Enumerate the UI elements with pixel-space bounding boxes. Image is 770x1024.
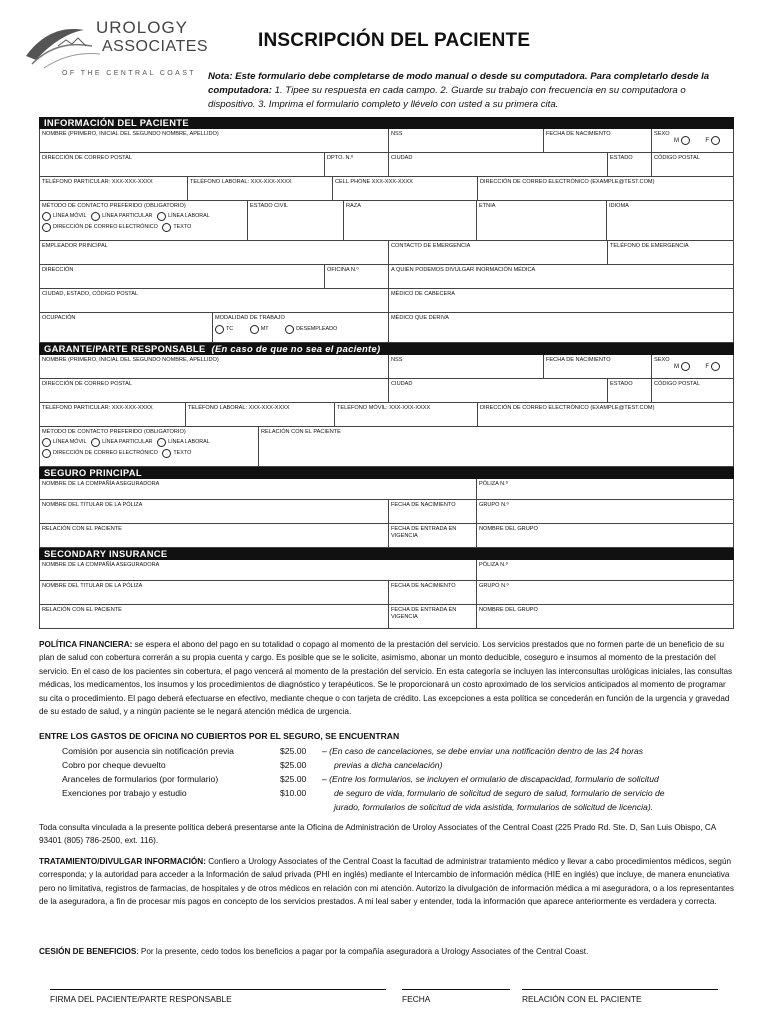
guarantor-opt-work-label: LÍNEA LABORAL [168,439,210,445]
note-bold: Nota: Este formulario debe completarse de modo manual o desde su computadora. Para completarlo desde la computadora: [208,71,710,96]
patient-city-field[interactable]: CIUDAD [388,153,607,176]
guarantor-sex-label: SEXO [654,357,670,363]
assignment-policy-label: CESIÓN DE BENEFICIOS [39,947,137,956]
section-patient-heading: INFORMACIÓN DEL PACIENTE [39,117,734,129]
fee-note: – (En caso de cancelaciones, se debe enviar una notificación dentro de las 24 horas [322,746,644,756]
treatment-policy-label: TRATAMIENTO/DIVULGAR INFORMACIÓN: [39,857,206,866]
patient-opt-text-label: TEXTO [173,224,192,230]
guarantor-zip-field[interactable]: CÓDIGO POSTAL [651,379,733,402]
secondary-group-no-field[interactable]: GRUPO N.º [476,581,733,604]
fees-list [62,744,732,814]
secondary-dob-field[interactable]: FECHA DE NACIMIENTO [388,581,476,604]
section-guarantor-heading [39,343,734,355]
signature-date-label: FECHA [402,994,431,1004]
patient-home-phone-field[interactable]: TELÉFONO PARTICULAR: XXX-XXX-XXXX [42,179,153,185]
primary-company-field[interactable]: NOMBRE DE LA COMPAÑÍA ASEGURADORA [42,481,160,487]
signature-field[interactable] [50,989,386,1004]
fee-label: Comisión por ausencia sin notificación previa [62,746,234,756]
financial-policy [39,638,734,718]
guarantor-sex-m-radio[interactable] [681,362,690,371]
patient-opt-work-radio[interactable] [157,212,166,221]
guarantor-state-field[interactable]: ESTADO [607,379,651,402]
fee-row [62,800,732,814]
guarantor-heading-note: (En caso de que no sea el paciente) [211,343,381,354]
logo-line-3: OF THE CENTRAL COAST [62,70,196,77]
patient-opt-home-label: LÍNEA PARTICULAR [102,213,153,219]
fee-note: previas a dicha cancelación) [334,760,443,770]
patient-row-1 [40,129,733,153]
primary-row-3 [40,524,733,548]
section-primary-heading: SEGURO PRINCIPAL [39,467,734,479]
patient-emergency-contact-field[interactable]: CONTACTO DE EMERGENCIA [388,241,607,264]
secondary-effective-field[interactable]: FECHA DE ENTRADA EN VIGENCIA [388,605,476,628]
guarantor-contact-method-label: MÉTODO DE CONTACTO PREFERIDO (OBLIGATORIO) [42,429,186,435]
patient-employer-field[interactable]: EMPLEADOR PRINCIPAL [42,243,108,249]
work-mode-mt-radio[interactable] [250,325,259,334]
fee-label: Cobro por cheque devuelto [62,760,166,770]
guarantor-sex-f-label: F [705,364,710,371]
primary-group-name-field[interactable]: NOMBRE DEL GRUPO [476,524,733,547]
fee-amount: $25.00 [280,760,307,770]
patient-sex-m-label: M [674,138,679,145]
guarantor-opt-text-radio[interactable] [162,449,171,458]
patient-ssn-field[interactable]: NSS [388,129,543,152]
guarantor-row-2 [40,379,733,403]
fees-heading: ENTRE LOS GASTOS DE OFICINA NO CUBIERTOS POR EL SEGURO, SE ENCUENTRAN [39,731,400,741]
guarantor-section [39,355,734,467]
signature-relation-field[interactable] [522,989,718,1004]
fee-amount: $25.00 [280,746,307,756]
secondary-group-name-field[interactable]: NOMBRE DEL GRUPO [476,605,733,628]
patient-sex-f-label: F [705,138,710,145]
primary-row-2 [40,500,733,524]
page-title: INSCRIPCIÓN DEL PACIENTE [258,30,531,51]
work-mode-tc-radio[interactable] [215,325,224,334]
fee-label: Exenciones por trabajo y estudio [62,788,187,798]
logo-line-2: ASSOCIATES [102,38,209,55]
secondary-company-field[interactable]: NOMBRE DE LA COMPAÑÍA ASEGURADORA [42,562,160,568]
guarantor-address-field[interactable]: DIRECCIÓN DE CORREO POSTAL [42,381,133,387]
patient-opt-home-radio[interactable] [91,212,100,221]
patient-sex-label: SEXO [654,131,670,137]
guarantor-opt-home-radio[interactable] [91,438,100,447]
guarantor-opt-text-label: TEXTO [173,450,192,456]
practice-logo [22,16,212,82]
primary-policy-field[interactable]: PÓLIZA N.º [476,479,733,499]
patient-section [39,129,734,343]
guarantor-row-4 [40,427,733,467]
treatment-policy-text: Confiero a Urology Associates of the Central Coast la facultad de administrar tratamiento médico y llevar a cabo procedimientos médicos, según corresponda; y la autoridad para acceder a la Información de salud privada (PHI en inglés) mediante el Intercambio de información médica (HIE en inglés) que incluye, de manera enunciativa pero no limitativa, registros de farmacias, de hospitales y de otros médicos en relación con mi atención. Autorizo la divulgación de información médica a mi aseguradora, o a los representantes de la aseguradora, a fin de procesar mis pagos en concepto de los servicios prestados. A mi leal saber y entender, toda la información que aparece anteriormente es verdadera y correcta. [39,857,734,907]
guarantor-opt-mobile-radio[interactable] [42,438,51,447]
primary-section [39,479,734,548]
patient-contact-method-label: MÉTODO DE CONTACTO PREFERIDO (OBLIGATORIO) [42,203,186,209]
work-mode-unemployed-label: DESEMPLEADO [296,326,338,332]
patient-opt-mobile-radio[interactable] [42,212,51,221]
primary-effective-field[interactable]: FECHA DE ENTRADA EN VIGENCIA [388,524,476,547]
registration-form [39,117,734,629]
patient-name-field[interactable]: NOMBRE (PRIMERO, INICIAL DEL SEGUNDO NOMBRE, APELLIDO) [42,131,219,137]
guarantor-opt-mobile-label: LÍNEA MÓVIL [53,439,87,445]
patient-referring-field[interactable]: MÉDICO QUE DERIVA [388,313,733,342]
patient-marital-field[interactable]: ESTADO CIVIL [247,201,343,240]
assignment-policy-text: : Por la presente, cedo todos los beneficios a pagar por la compañía aseguradora a Urology Associates of the Central Coast. [136,947,589,956]
patient-row-6 [40,265,733,289]
patient-opt-mobile-label: LÍNEA MÓVIL [53,213,87,219]
patient-address-field[interactable]: DIRECCIÓN DE CORREO POSTAL [42,155,133,161]
assignment-policy [39,945,734,958]
guarantor-row-1 [40,355,733,379]
fee-amount: $10.00 [280,788,307,798]
signature-date-field[interactable] [402,989,510,1004]
secondary-policy-field[interactable]: PÓLIZA N.º [476,560,733,580]
signature-label: FIRMA DEL PACIENTE/PARTE RESPONSABLE [50,994,232,1004]
patient-state-field[interactable]: ESTADO [607,153,651,176]
guarantor-ssn-field[interactable]: NSS [388,355,543,378]
guarantor-opt-home-label: LÍNEA PARTICULAR [102,439,153,445]
primary-dob-field[interactable]: FECHA DE NACIMIENTO [388,500,476,523]
secondary-relation-field[interactable]: RELACIÓN CON EL PACIENTE [42,607,122,613]
patient-row-2 [40,153,733,177]
guarantor-email-field[interactable]: DIRECCIÓN DE CORREO ELECTRÓNICO (EXAMPLE@TEST.COM) [477,403,733,426]
note-rest: 1. Tipee su respuesta en cada campo. 2. Guarde su trabajo con frecuencia en su computadora o dispositivo. 3. Imprima el formulario completo y llévelo con usted a su primera cita. [208,85,686,110]
patient-employer-address-field[interactable]: DIRECCIÓN [42,267,74,273]
secondary-row-2 [40,581,733,605]
patient-work-mode-label: MODALIDAD DE TRABAJO [215,315,285,321]
work-mode-unemployed-radio[interactable] [285,325,294,334]
guarantor-opt-email-radio[interactable] [42,449,51,458]
guarantor-dob-field[interactable]: FECHA DE NACIMIENTO [543,355,651,378]
patient-apt-field[interactable]: DPTO. N.º [324,153,388,176]
financial-policy-text: se espera el abono del pago en su totalidad o copago al momento de la prestación del servicio. Los servicios prestados que no formen parte de un beneficio de su plan de salud con cobertura correrán a su propia cuenta y cargo. Es posible que se le solicite, asimismo, abonar un monto deducible, coseguro e insumos al momento de la prestación del servicio. En el caso de los pacientes sin cobertura, el pago vencerá al momento de la prestación del servicio. En esta categoría se incluyen las interconsultas urológicas iniciales, las consultas médicas, los medicamentos, los insumos y los procedimientos de diagnóstico y terapéuticos. Se le proporcionará un costo aproximado de los servicios anticipados al momento de programar su cita o procedimiento. El pago deberá efectuarse en efectivo, mediante cheque o con tarjeta de crédito. Las excepciones a esta política se concederán en función de la urgencia y gravedad de su estado de salud, y a ningún paciente se le negará atención médica de urgencia. [39,640,733,717]
guarantor-opt-email-label: DIRECCIÓN DE CORREO ELECTRÓNICO [53,450,158,456]
patient-row-3 [40,177,733,201]
patient-city-state-zip-field[interactable]: CIUDAD, ESTADO, CÓDIGO POSTAL [42,291,139,297]
secondary-row-1 [40,560,733,581]
guarantor-opt-work-radio[interactable] [157,438,166,447]
patient-opt-text-radio[interactable] [162,223,171,232]
guarantor-work-phone-field[interactable]: TELÉFONO LABORAL: XXX-XXX-XXXX [185,403,334,426]
patient-contact-method [40,201,247,240]
patient-ethnicity-field[interactable]: ETNIA [476,201,606,240]
guarantor-sex-field [651,355,733,378]
primary-relation-field[interactable]: RELACIÓN CON EL PACIENTE [42,526,122,532]
secondary-section [39,560,734,629]
guarantor-sex-m-label: M [674,364,679,371]
patient-row-7 [40,289,733,313]
secondary-holder-field[interactable]: NOMBRE DEL TITULAR DE LA PÓLIZA [42,583,143,589]
guarantor-sex-f-radio[interactable] [711,362,720,371]
work-mode-mt-label: MT [260,326,269,332]
fee-label: Aranceles de formularios (por formulario) [62,774,219,784]
patient-row-5 [40,241,733,265]
patient-sex-m-radio[interactable] [681,136,690,145]
patient-row-4 [40,201,733,241]
patient-sex-f-radio[interactable] [711,136,720,145]
patient-disclose-field[interactable]: A QUIÉN PODEMOS DIVULGAR INORMACIÓN MÉDICA [388,265,733,288]
guarantor-home-phone-field[interactable]: TELÉFONO PARTICULAR: XXX-XXX-XXXX [42,405,153,411]
form-note [208,70,728,112]
treatment-policy [39,855,734,909]
guarantor-row-3 [40,403,733,427]
primary-row-1 [40,479,733,500]
fee-note: – (Entre los formularios, se incluyen el ormulario de discapacidad, formulario de solicitud [322,774,659,784]
patient-opt-email-radio[interactable] [42,223,51,232]
patient-cell-phone-field[interactable]: CELL PHONE XXX-XXX-XXXX [332,177,477,200]
patient-office-field[interactable]: OFICINA N.º [324,265,388,288]
section-secondary-heading: SECONDARY INSURANCE [39,548,734,560]
patient-work-phone-field[interactable]: TELÉFONO LABORAL: XXX-XXX-XXXX [187,177,332,200]
fee-row [62,758,732,772]
patient-occupation-field[interactable]: OCUPACIÓN [42,315,76,321]
patient-opt-email-label: DIRECCIÓN DE CORREO ELECTRÓNICO [53,224,158,230]
fee-note: de seguro de vida, formulario de solicitud de seguro de salud, formulario de servicio de [334,788,665,798]
patient-sex-field [651,129,733,152]
secondary-row-3 [40,605,733,629]
patient-dob-field[interactable]: FECHA DE NACIMIENTO [543,129,651,152]
guarantor-city-field[interactable]: CIUDAD [388,379,607,402]
consult-policy: Toda consulta vinculada a la presente política deberá presentarse ante la Oficina de Administración de Uroloy Associates of the Central Coast (225 Prado Rd. Ste. D, San Luis Obispo, CA 93401 (805) 786-2500, ext. 116). [39,823,716,846]
patient-pcp-field[interactable]: MÉDICO DE CABECERA [388,289,733,312]
fee-row [62,744,732,758]
guarantor-name-field[interactable]: NOMBRE (PRIMERO, INICIAL DEL SEGUNDO NOMBRE, APELLIDO) [42,357,219,363]
financial-policy-label: POLÍTICA FINANCIERA: [39,640,133,649]
signature-relation-label: RELACIÓN CON EL PACIENTE [522,994,642,1004]
guarantor-relation-field[interactable]: RELACIÓN CON EL PACIENTE [258,427,733,466]
fee-row [62,772,732,786]
fee-row [62,786,732,800]
logo-line-1: UROLOGY [96,18,189,37]
patient-work-mode [212,313,388,342]
guarantor-mobile-phone-field[interactable]: TELÉFONO MÓVIL: XXX-XXX-XXXX [334,403,477,426]
patient-race-field[interactable]: RAZA [343,201,476,240]
fee-amount: $25.00 [280,774,307,784]
patient-email-field[interactable]: DIRECCIÓN DE CORREO ELECTRÓNICO (EXAMPLE@TEST.COM) [477,177,733,200]
primary-holder-field[interactable]: NOMBRE DEL TITULAR DE LA PÓLIZA [42,502,143,508]
primary-group-no-field[interactable]: GRUPO N.º [476,500,733,523]
guarantor-heading-text: GARANTE/PARTE RESPONSABLE [44,343,206,354]
guarantor-contact-method [40,427,258,466]
patient-row-8 [40,313,733,343]
fee-note: jurado, formularios de solicitud de vida asistida, formularios de solicitud de licencia). [334,802,654,812]
patient-opt-work-label: LÍNEA LABORAL [168,213,210,219]
patient-language-field[interactable]: IDIOMA [606,201,733,240]
work-mode-tc-label: TC [226,326,234,332]
patient-zip-field[interactable]: CÓDIGO POSTAL [651,153,733,176]
patient-emergency-phone-field[interactable]: TELÉFONO DE EMERGENCIA [607,241,733,264]
